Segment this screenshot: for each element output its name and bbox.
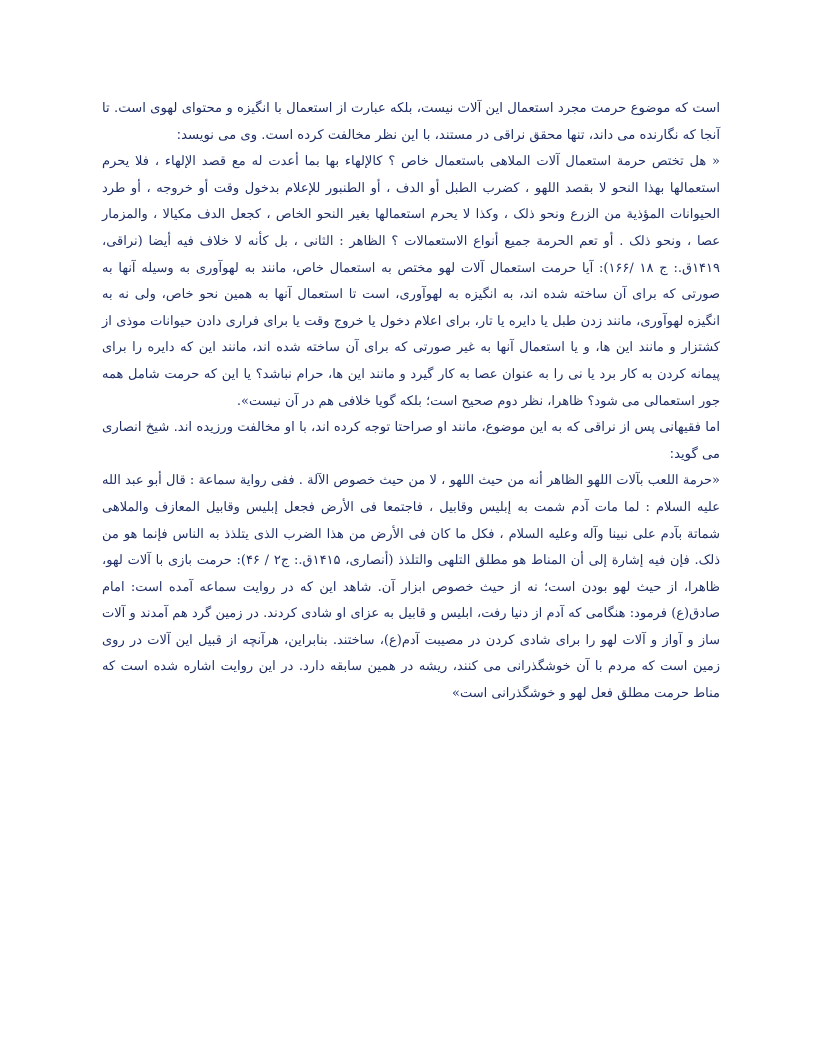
document-page — [102, 96, 720, 708]
paragraph-naraqi-quote: « هل تختص حرمة استعمال آلات الملاهی باستعمال خاص ؟ کالإلهاء بها بما أعدت له مع قصد الإلهاء ، فلا یحرم استعمالها بهذا النحو لا بقصد اللهو ، کضرب الطبل أو الدف ، أو الطنبور للإعلام بدخول وقت أو خروجه ، أو طرد الحیوانات المؤذیة من الزرع ونحو ذلک ، وکذا لا یحرم استعمالها بغیر النحو الخاص ، کجعل الدف مکیالا ، والمزمار عصا ، ونحو ذلک . أو تعم الحرمة جمیع أنواع الاستعمالات ؟ الظاهر : الثانی ، بل کأنه لا خلاف فیه أیضا (نراقی، ۱۴۱۹ق.: ج ۱۸ /۱۶۶): آیا حرمت استعمال آلات لهو مختص به استعمال خاص، مانند به لهوآوری به وسیله آنها به صورتی که برای آن ساخته شده اند، به انگیزه به لهوآوری، است تا استعمال آنها به همین نحو خاص، ولی نه به انگیزه لهوآوری، مانند زدن طبل یا دایره یا تار، برای اعلام دخول یا خروج وقت یا برای فراری دادن حیوانات موذی از کشتزار و مانند این ها، و یا استعمال آنها به غیر صورتی که برای آن ساخته شده اند، مانند این که دایره را برای پیمانه کردن به کار برد یا نی را به عنوان عصا به کار گیرد و مانند این ها، حرام نباشد؟ یا این که حرمت شامل همه جور استعمالی می شود؟ ظاهرا، نظر دوم صحیح است؛ بلکه گویا خلافی هم در آن نیست». — [102, 154, 720, 409]
paragraph-intro: است که موضوع حرمت مجرد استعمال این آلات نیست، بلکه عبارت از استعمال با انگیزه و محتوای لهوی است. تا آنجا که نگارنده می داند، تنها محقق نراقی در مستند، با این نظر مخالفت کرده است. وی می نویسد: — [102, 101, 720, 143]
paragraph-ansari-quote: «حرمة اللعب بآلات اللهو الظاهر أنه من حیث اللهو ، لا من حیث خصوص الآلة . ففی روایة سماعة : قال أبو عبد الله علیه السلام : لما مات آدم شمت به إبلیس وقابیل ، فاجتمعا فی الأرض فجعل إبلیس وقابیل المعازف والملاهی شماتة بآدم علی نبینا وآله وعلیه السلام ، فکل ما کان فی الأرض من هذا الضرب الذی یتلذذ به الناس فإنما هو من ذلک. فإن فیه إشارة إلی أن المناط هو مطلق التلهی والتلذذ (أنصاری، ۱۴۱۵ق.: ج۲ / ۴۶): حرمت بازی با آلات لهو، ظاهرا، از حیث لهو بودن است؛ نه از حیث خصوص ابزار آن. شاهد این که در روایت سماعه آمده است: امام صادق(ع) فرمود: هنگامی که آدم از دنیا رفت، ابلیس و قابیل به عزای او شادی کردند. در زمین گرد هم آمدند و آلات ساز و آواز و آلات لهو را برای شادی کردن در مصیبت آدم(ع)، ساختند. بنابراین، هرآنچه از قبیل این آلات در روی زمین است که مردم با آن خوشگذرانی می کنند، ریشه در همین سابقه دارد. در این روایت اشاره شده است که مناط حرمت مطلق فعل لهو و خوشگذرانی است» — [102, 473, 721, 702]
paragraph-later-jurists: اما فقیهانی پس از نراقی که به این موضوع، مانند او صراحتا توجه کرده اند، با او مخالفت ورزیده اند. شیخ انصاری می گوید: — [102, 420, 720, 462]
